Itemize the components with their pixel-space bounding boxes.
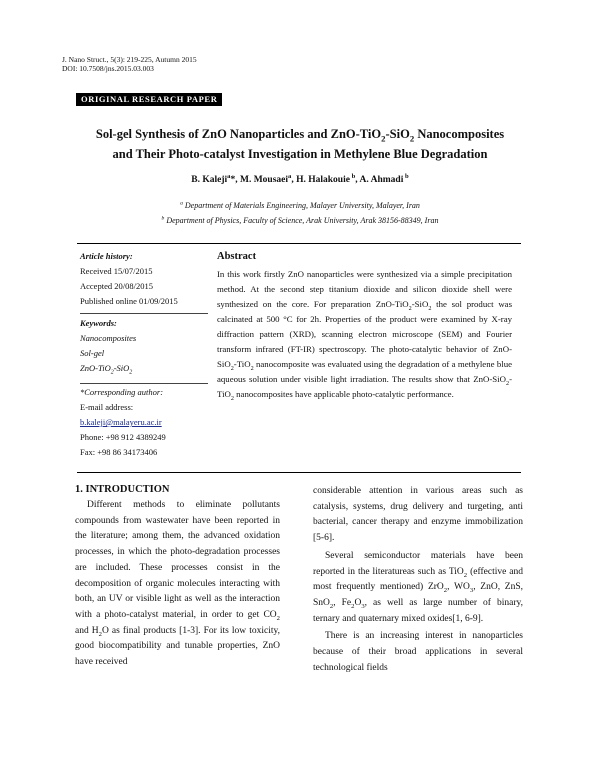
right-column [313, 484, 523, 676]
author: A. Ahmadi $^b$ [359, 172, 409, 185]
author: M. Mousaei$^a$, [239, 172, 297, 185]
top-rule [77, 243, 521, 244]
abstract-heading: Abstract [217, 251, 257, 262]
bottom-rule [77, 472, 521, 473]
author: H. Halakouie $^b$, [296, 172, 360, 185]
corresponding-author [80, 385, 208, 460]
info-divider [80, 313, 208, 314]
info-divider [80, 383, 208, 384]
section-heading: 1. INTRODUCTION [75, 484, 170, 495]
phone: Phone: +98 912 4389249 [80, 432, 166, 442]
article-history-heading: Article history: [80, 251, 133, 261]
keyword: ZnO-TiO$_2$-SiO$_2$ [80, 363, 133, 376]
affiliation-b: $^b$ Department of Physics, Faculty of Science, Arak University, Arak 38156-88349, Iran [161, 215, 439, 225]
email-link[interactable]: b.kaleji@malayeru.ac.ir [80, 417, 162, 427]
accepted-date: Accepted 20/08/2015 [80, 281, 153, 291]
journal-doi: DOI: 10.7508/jns.2015.03.003 [62, 64, 154, 73]
abstract-text: In this work firstly ZnO nanoparticles were synthesized via a simple precipitation method. At the second step titanium dioxide and silicon dioxide shell were synthesized on the core. For preparation ZnO-TiO$_2$-SiO$_2$ the sol product was calcinated at 500 °C for 2h. Properties of the product were examined by X-ray diffraction pattern (XRD), scanning electron microscope (SEM) and Fourier transform infrared (FT-IR) spectroscopy. The photo-catalytic behavior of ZnO-SiO$_2$-TiO$_2$ nanocomposite was evaluated using the degradation of a methylene blue aqueous solution under visible light irradiation. The results show that ZnO-SiO$_2$-TiO$_2$ nanocomposites have applicable photo-catalytic performance. [217, 269, 512, 402]
title-line-2: and Their Photo-catalyst Investigation in Methylene Blue Degradation [112, 147, 488, 161]
received-date: Received 15/07/2015 [80, 266, 153, 276]
paragraph: There is an increasing interest in nanoparticles because of their broad applications in several technological fields [313, 631, 523, 673]
paper-title [60, 124, 540, 164]
keywords-heading: Keywords: [80, 318, 117, 328]
journal-citation: J. Nano Struct., 5(3): 219-225, Autumn 2015 [62, 55, 197, 64]
title-line-1: Sol-gel Synthesis of ZnO Nanoparticles and ZnO-TiO$_2$-SiO$_2$ Nanocomposites [95, 127, 505, 144]
keyword: Sol-gel [80, 348, 105, 358]
paragraph: Several semiconductor materials have been reported in the literatureas such as TiO$_2$ (effective and most frequently mentioned) ZrO$_2$, $WO_3$, ZnO, ZnS, SnO$_2$, $Fe_2O_3$, as well as large number of binary, ternary and quaternary mixed oxides[1, 6-9]. [313, 550, 524, 624]
paragraph: Different methods to eliminate pollutants compounds from wastewater have been reported in the literature; among them, the advanced oxidation processes, in which the photo-degradation processes are included. These processes consist in the decomposition of organic molecules interacting with both, an UV or visible light as well as the interaction with a photo-catalyst material, in order to get $CO_2$ and $H_2O$ as final products [1-3]. For its low toxicity, good biocompatibility and tunable properties, ZnO have received [75, 500, 280, 668]
paragraph: considerable attention in various areas such as catalysis, systems, drug delivery and turgeting, anti bacterial, cancer therapy and enzyme immobilization [5-6]. [313, 486, 523, 544]
keywords [80, 316, 208, 376]
keyword: Nanocomposites [80, 333, 137, 343]
author: B. Kaleji$^a$*, [191, 172, 240, 185]
journal-header [62, 55, 197, 73]
affiliation-a: $^a$ Department of Materials Engineering, Malayer University, Malayer, Iran [180, 200, 420, 210]
author-list [60, 172, 540, 185]
left-column [75, 498, 280, 671]
article-history [80, 249, 208, 309]
email-label: E-mail address: [80, 402, 134, 412]
corresponding-heading: *Corresponding author: [80, 387, 164, 397]
article-type-badge: ORIGINAL RESEARCH PAPER [76, 93, 222, 106]
fax: Fax: +98 86 34173406 [80, 447, 158, 457]
published-date: Published online 01/09/2015 [80, 296, 178, 306]
